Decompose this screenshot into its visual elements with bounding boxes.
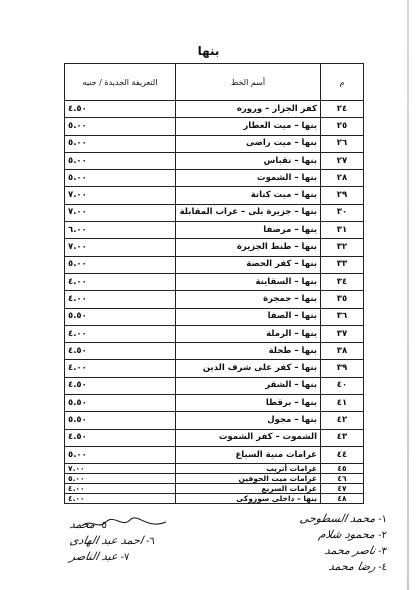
cell-num: ٤٥ <box>321 464 364 474</box>
cell-num: ٢٦ <box>321 135 364 152</box>
cell-line-name: بنها – الرملة <box>176 325 321 342</box>
table-row <box>65 256 364 273</box>
table-row <box>65 308 364 325</box>
cell-num: ٢٧ <box>321 152 364 169</box>
cell-line-name: بنها – جمجرة <box>176 291 321 308</box>
scan-edge-shadow <box>407 0 409 590</box>
fares-table <box>64 63 364 504</box>
cell-num: ٣٤ <box>321 273 364 290</box>
header-line-name: أسم الخط <box>176 64 321 101</box>
cell-fare: ٥.٥٠ <box>65 308 176 325</box>
cell-fare: ٤.٠٠ <box>65 325 176 342</box>
cell-fare: ٤.٠٠ <box>65 494 176 504</box>
signature-4: ٤-رضا محمد <box>327 560 387 573</box>
cell-num: ٢٩ <box>321 187 364 204</box>
cell-line-name: الشموت – كفر الشموت <box>176 429 321 446</box>
table-row <box>65 377 364 394</box>
cell-fare: ٥.٥٠ <box>65 395 176 412</box>
cell-fare: ٧.٠٠ <box>65 464 176 474</box>
table-body <box>65 101 364 504</box>
table-row <box>65 187 364 204</box>
cell-fare: ٤.٥٠ <box>65 101 176 118</box>
cell-num: ٤١ <box>321 395 364 412</box>
table-row <box>65 360 364 377</box>
cell-num: ٢٨ <box>321 170 364 187</box>
cell-fare: ٧.٠٠ <box>65 239 176 256</box>
cell-line-name: بنها – ميت كنانة <box>176 187 321 204</box>
table-row <box>65 464 364 474</box>
signature-3: ٣-ناصر محمد <box>323 544 387 557</box>
table-row <box>65 204 364 221</box>
cell-line-name: بنها – الصفا <box>176 308 321 325</box>
table-row <box>65 429 364 446</box>
cell-num: ٤٠ <box>321 377 364 394</box>
cell-line-name: بنها – طحلة <box>176 343 321 360</box>
cell-num: ٤٦ <box>321 474 364 484</box>
cell-fare: ٥.٠٠ <box>65 256 176 273</box>
cell-num: ٤٨ <box>321 494 364 504</box>
cell-fare: ٤.٥٠ <box>65 429 176 446</box>
table-row <box>65 135 364 152</box>
table-row <box>65 484 364 494</box>
cell-num: ٣٠ <box>321 204 364 221</box>
cell-line-name: بنها – الشقر <box>176 377 321 394</box>
cell-line-name: بنها – الشموت <box>176 170 321 187</box>
signature-7: ٧-عبد الناصر <box>68 550 130 563</box>
table-row <box>65 273 364 290</box>
cell-line-name: بنها – برقطا <box>176 395 321 412</box>
cell-num: ٣٧ <box>321 325 364 342</box>
table-row <box>65 152 364 169</box>
cell-line-name: بنها – طنط الجزيرة <box>176 239 321 256</box>
signature-2: ٢-محمود شلام <box>317 528 387 541</box>
signature-5: ٥-محمد <box>68 518 107 531</box>
cell-line-name: كفر الجزار – وروره <box>176 101 321 118</box>
table-row <box>65 474 364 484</box>
cell-fare: ٥.٠٠ <box>65 474 176 484</box>
cell-fare: ٥.٠٠ <box>65 170 176 187</box>
table-row <box>65 343 364 360</box>
table-row <box>65 291 364 308</box>
cell-num: ٣١ <box>321 222 364 239</box>
header-num: م <box>321 64 364 101</box>
cell-num: ٣٢ <box>321 239 364 256</box>
table-row <box>65 395 364 412</box>
cell-fare: ٥.٠٠ <box>65 152 176 169</box>
cell-fare: ٤.٠٠ <box>65 291 176 308</box>
cell-line-name: غرامات ميت الحوفين <box>176 474 321 484</box>
cell-fare: ٥.٥٠ <box>65 412 176 429</box>
cell-num: ٤٣ <box>321 429 364 446</box>
cell-line-name: بنها – ميت راضى <box>176 135 321 152</box>
table-row <box>65 170 364 187</box>
cell-num: ٤٢ <box>321 412 364 429</box>
cell-fare: ٥.٠٠ <box>65 446 176 463</box>
cell-num: ٤٤ <box>321 446 364 463</box>
cell-num: ٣٥ <box>321 291 364 308</box>
cell-fare: ٤.٥٠ <box>65 377 176 394</box>
signature-6: ٦-احمد عبد الهادى <box>68 534 155 547</box>
table-header-row <box>65 64 364 101</box>
cell-line-name: بنها – كفر على شرف الدين <box>176 360 321 377</box>
cell-fare: ٤.٠٠ <box>65 273 176 290</box>
cell-fare: ٤.٥٠ <box>65 343 176 360</box>
cell-num: ٢٥ <box>321 118 364 135</box>
cell-num: ٢٤ <box>321 101 364 118</box>
table-row <box>65 118 364 135</box>
table-row <box>65 446 364 463</box>
cell-line-name: غرامات منية السباع <box>176 446 321 463</box>
table-row <box>65 494 364 504</box>
header-fare: التعريفة الجديدة / جنيه <box>65 64 176 101</box>
cell-fare: ٧.٠٠ <box>65 187 176 204</box>
cell-line-name: غرامات السريع <box>176 484 321 494</box>
cell-fare: ٦.٠٠ <box>65 222 176 239</box>
table-row <box>65 101 364 118</box>
cell-line-name: بنها – السقاينة <box>176 273 321 290</box>
cell-line-name: بنها – مرصفا <box>176 222 321 239</box>
cell-line-name: بنها – نقباس <box>176 152 321 169</box>
signature-scribble-icon <box>80 516 170 532</box>
table-row <box>65 239 364 256</box>
cell-line-name: بنها – جزيرة بلى – عراب المقابلة <box>176 204 321 221</box>
cell-num: ٣٦ <box>321 308 364 325</box>
cell-fare: ٥.٠٠ <box>65 135 176 152</box>
cell-line-name: بنها – داخلى سوزوكى <box>176 494 321 504</box>
cell-line-name: بنها – مجول <box>176 412 321 429</box>
cell-line-name: بنها – ميت العطار <box>176 118 321 135</box>
cell-num: ٣٩ <box>321 360 364 377</box>
cell-fare: ٤.٠٠ <box>65 360 176 377</box>
cell-num: ٣٣ <box>321 256 364 273</box>
page-title: بنها <box>197 44 220 58</box>
cell-fare: ٧.٠٠ <box>65 204 176 221</box>
signatures-area <box>0 510 417 590</box>
signature-1: ١-محمد السطوحى <box>298 512 387 525</box>
table-row <box>65 325 364 342</box>
cell-fare: ٥.٠٠ <box>65 118 176 135</box>
cell-fare: ٤.٠٠ <box>65 484 176 494</box>
table-row <box>65 412 364 429</box>
table-row <box>65 222 364 239</box>
cell-line-name: غرامات أتريب <box>176 464 321 474</box>
cell-num: ٣٨ <box>321 343 364 360</box>
cell-num: ٤٧ <box>321 484 364 494</box>
cell-line-name: بنها – كفر الحصة <box>176 256 321 273</box>
